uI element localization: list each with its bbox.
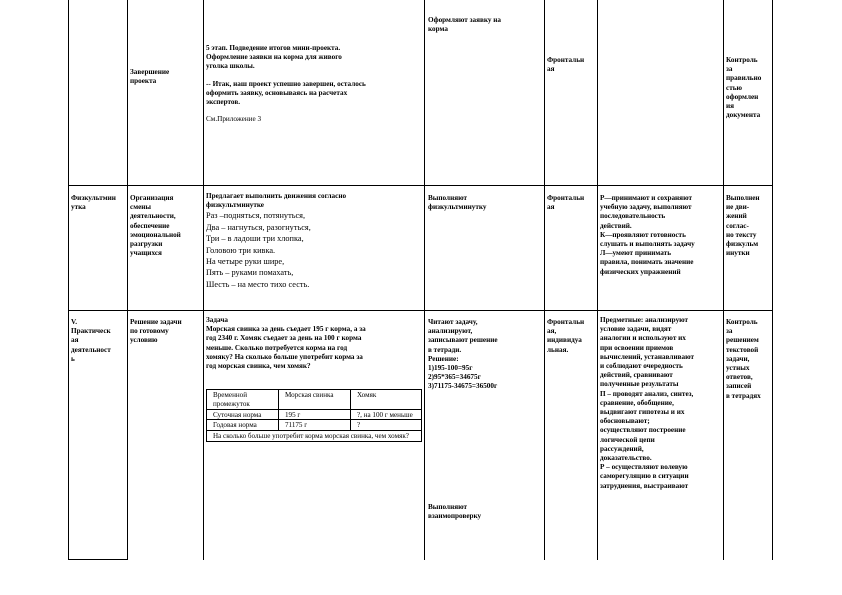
row2-teacher-head: Предлагает выполнить движения согласно физкультминутке <box>206 192 347 210</box>
table-cell: 71175 г <box>279 420 351 431</box>
exercise-line: Головою три кивка. <box>206 245 276 255</box>
table-header-row <box>207 390 422 410</box>
grid-line <box>68 0 69 560</box>
grid-line <box>772 0 773 560</box>
table-header-cell: Морская свинка <box>279 390 351 410</box>
row1-students: Оформляют заявку на корма <box>428 16 502 34</box>
grid-line <box>203 0 204 560</box>
exercise-line: На четыре руки шире, <box>206 257 285 267</box>
grid-line <box>544 0 545 560</box>
row2-stage: Физкультмин утка <box>71 194 116 212</box>
row2-teacher <box>206 192 422 290</box>
exercise-line: Раз –подняться, потянуться, <box>206 211 306 221</box>
table-cell: Годовая норма <box>207 420 279 431</box>
grid-line <box>424 0 425 560</box>
exercise-line: Пять – руками помахать, <box>206 268 294 278</box>
table-cell: ?, на 100 г меньше <box>351 409 422 420</box>
exercise-line: Шесть – на место тихо сесть. <box>206 279 310 289</box>
problem-text: Морская свинка за день съедает 195 г корма, а за год 2340 г. Хомяк съедает за день на 100 г корма меньше. Сколько потребуется корма на год хомяку? На сколько больше употребит корма за год морская свинка, чем хомяк? <box>206 325 366 371</box>
row3-form: Фронтальн ая, индивидуа льная. <box>547 318 585 354</box>
row3-control: Контроль за решением текстовой задачи, устных ответов, записей в тетрадях <box>726 318 761 400</box>
row3-students-check: Выполняют взаимопроверку <box>428 503 482 521</box>
exercise-line: Два – нагнуться, разогнуться, <box>206 222 311 232</box>
row2-uud: Р—принимают и сохраняют учебную задачу, выполняют последовательность действий. К—проявляют готовность слушать и выполнять задачу Л—умеют принимать правила, понимать значение физических упражнений <box>600 194 695 276</box>
table-cell: ? <box>351 420 422 431</box>
row1-form: Фронтальн ая <box>547 56 585 74</box>
row3-uud: Предметные: анализируют условие задачи, видят аналогии и используют их при освоении приемов вычислений, устанавливают и соблюдают очередность действий, сравнивают полученные результаты П – проводят анализ, синтез, сравнение, обобщение, выдвигают гипотезы и их обосновывают; осуществляют построение логической цепи рассуждений, доказательство. Р – осуществляют волевую саморегуляцию в ситуации затруднения, выстраивают <box>600 316 694 490</box>
table-question: На сколько больше употребит корма морская свинка, чем хомяк? <box>207 431 422 442</box>
problem-label: Задача <box>206 316 228 324</box>
table-header-cell: Временной промежуток <box>207 390 279 410</box>
row3-students: Читают задачу, анализируют, записывают решение в тетради. Решение: 1)195-100=95г 2)95*365=34675г 3)71175-34675=36500г <box>428 318 498 391</box>
table-header-cell: Хомяк <box>351 390 422 410</box>
row1-control: Контроль за правильно стью оформлен ия документа <box>726 56 762 120</box>
grid-line <box>68 310 773 311</box>
row3-stage: V. Практическ ая деятельност ь <box>71 318 111 363</box>
row2-students: Выполняют физкультминутку <box>428 194 487 212</box>
row1-task: Завершение проекта <box>130 68 170 86</box>
grid-line <box>68 185 773 186</box>
grid-line <box>68 559 128 560</box>
row1-teacher-text: -- Итак, наш проект успешно завершен, осталось оформить заявку, основываясь на расчетах экспертов. <box>206 79 366 107</box>
table-cell: Суточная норма <box>207 409 279 420</box>
problem-table <box>206 389 422 442</box>
row3-teacher <box>206 316 422 371</box>
table-cell: 195 г <box>279 409 351 420</box>
row1-teacher <box>206 44 422 124</box>
row3-task: Решение задачи по готовому условию <box>130 318 182 345</box>
table-row <box>207 420 422 431</box>
table-question-row <box>207 431 422 442</box>
grid-line <box>127 0 128 560</box>
row2-form: Фронтальн ая <box>547 194 585 212</box>
row2-control: Выполнен ие дви- жений соглас- но тексту физкульм инутки <box>726 194 760 258</box>
row2-task: Организация смены деятельности, обеспечение эмоциональной разгрузки учащихся <box>130 194 181 258</box>
row1-teacher-appendix: См.Приложение 3 <box>206 115 262 124</box>
grid-line <box>723 0 724 560</box>
table-row <box>207 409 422 420</box>
grid-line <box>597 0 598 560</box>
exercise-line: Три – в ладоши три хлопка, <box>206 234 304 244</box>
row1-teacher-head: 5 этап. Подведение итогов мини-проекта. Оформление заявки на корма для живого уголка школы. <box>206 44 342 71</box>
